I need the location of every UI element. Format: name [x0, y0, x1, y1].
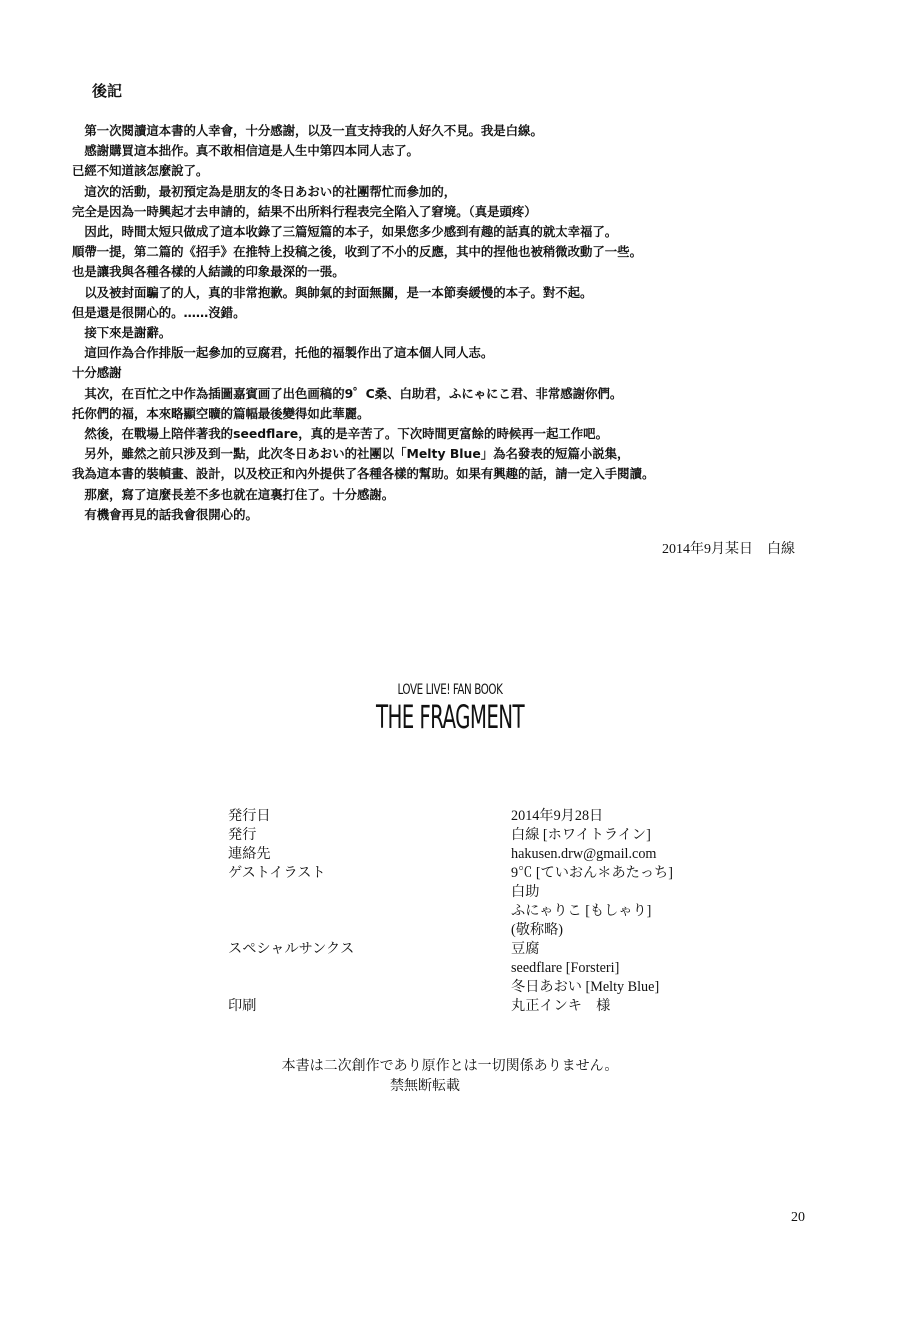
colophon-value: 白線 [ホワイトライン] [511, 827, 651, 843]
colophon-row [228, 997, 698, 1016]
afterword-line: 但是還是很開心的。……沒錯。 [72, 304, 246, 320]
notice-line: 本書は二次創作であり原作とは一切関係ありません。 [281, 1059, 619, 1074]
colophon-row [228, 959, 698, 978]
colophon-label: 発行日 [228, 808, 271, 824]
colophon-row [228, 826, 698, 845]
colophon-label: 発行 [228, 827, 257, 843]
afterword-line: 那麼，寫了這麼長差不多也就在這裏打住了。十分感謝。 [72, 486, 395, 502]
colophon-value: 豆腐 [511, 941, 540, 957]
colophon-value: 白助 [511, 884, 540, 900]
colophon-row [228, 940, 698, 959]
afterword-line: 已經不知道該怎麼說了。 [72, 163, 209, 179]
book-title: THE FRAGMENT [375, 698, 525, 736]
notice [0, 1057, 900, 1097]
colophon-row [228, 978, 698, 997]
colophon-value: 冬日あおい [Melty Blue] [511, 979, 660, 995]
afterword-line: 第一次閱讀這本書的人幸會，十分感謝，以及一直支持我的人好久不見。我是白線。 [72, 123, 543, 138]
colophon-row [228, 864, 698, 883]
colophon-row [228, 845, 698, 864]
colophon-value: (敬称略) [511, 922, 564, 938]
afterword-line: 這回作為合作排版一起參加的豆腐君，托他的福製作出了這本個人同人志。 [72, 345, 494, 361]
afterword-line: 有機會再見的話我會很開心的。 [72, 506, 258, 522]
afterword-line: 另外，雖然之前只涉及到一點，此次冬日あおい的社團以「Melty Blue」為名發表的短篇小説集， [72, 446, 630, 462]
afterword-line: 順帶一提，第二篇的《招手》在推特上投稿之後，收到了不小的反應，其中的捏他也被稍微改動了一些。 [72, 244, 642, 260]
colophon-value: 丸正インキ 様 [511, 998, 611, 1014]
afterword-line: 十分感謝 [72, 365, 122, 381]
colophon [228, 807, 698, 1016]
afterword-body [72, 121, 852, 525]
afterword-line: 也是讓我與各種各樣的人結識的印象最深的一張。 [72, 264, 345, 280]
colophon-row [228, 902, 698, 921]
colophon-value: seedflare [Forsteri] [511, 960, 620, 976]
colophon-value: ふにゃりこ [もしゃり] [511, 903, 652, 919]
colophon-row [228, 921, 698, 940]
signature: 2014年9月某日 白線 [662, 542, 795, 557]
series-title: LOVE LIVE! FAN BOOK [397, 682, 503, 698]
colophon-row [228, 807, 698, 826]
afterword-line: 托你們的福，本來略顯空曠的篇幅最後變得如此華麗。 [72, 405, 370, 421]
afterword-line: 接下來是謝辭。 [72, 325, 172, 341]
colophon-row [228, 883, 698, 902]
afterword-title: 後記 [92, 82, 123, 100]
page-number: 20 [791, 1210, 805, 1225]
afterword-line: 然後，在戰場上陪伴著我的seedflare，真的是辛苦了。下次時間更富餘的時候再一起工作吧。 [72, 426, 608, 442]
afterword-line: 以及被封面騙了的人，真的非常抱歉。與帥氣的封面無關，是一本節奏緩慢的本子。對不起。 [72, 284, 593, 300]
afterword-line: 這次的活動，最初預定為是朋友的冬日あおい的社團帮忙而參加的， [72, 183, 457, 199]
afterword-line: 其次，在百忙之中作為插圖嘉賓画了出色画稿的9゜C桑、白助君，ふにゃにこ君、非常感謝你們。 [72, 385, 623, 401]
colophon-label: スペシャルサンクス [228, 941, 355, 957]
afterword-line: 感謝購買這本拙作。真不敢相信這是人生中第四本同人志了。 [72, 143, 419, 159]
colophon-label: 連絡先 [228, 846, 271, 862]
colophon-value: hakusen.drw@gmail.com [511, 846, 657, 862]
colophon-label: ゲストイラスト [228, 865, 326, 881]
afterword-line: 我為這本書的裝幀畫、設計，以及校正和內外提供了各種各樣的幫助。如果有興趣的話，請一定入手閱讀。 [72, 466, 655, 482]
colophon-value: 2014年9月28日 [511, 808, 604, 824]
afterword-line: 因此，時間太短只做成了這本收錄了三篇短篇的本子，如果您多少感到有趣的話真的就太幸福了。 [72, 224, 618, 240]
colophon-value: 9℃ [ていおん＊あたっち] [511, 865, 673, 881]
colophon-label: 印刷 [228, 998, 257, 1014]
notice-line: 禁無断転載 [390, 1079, 460, 1094]
afterword-line: 完全是因為一時興起才去申請的，結果不出所料行程表完全陷入了窘境。（真是頭疼） [72, 203, 537, 219]
